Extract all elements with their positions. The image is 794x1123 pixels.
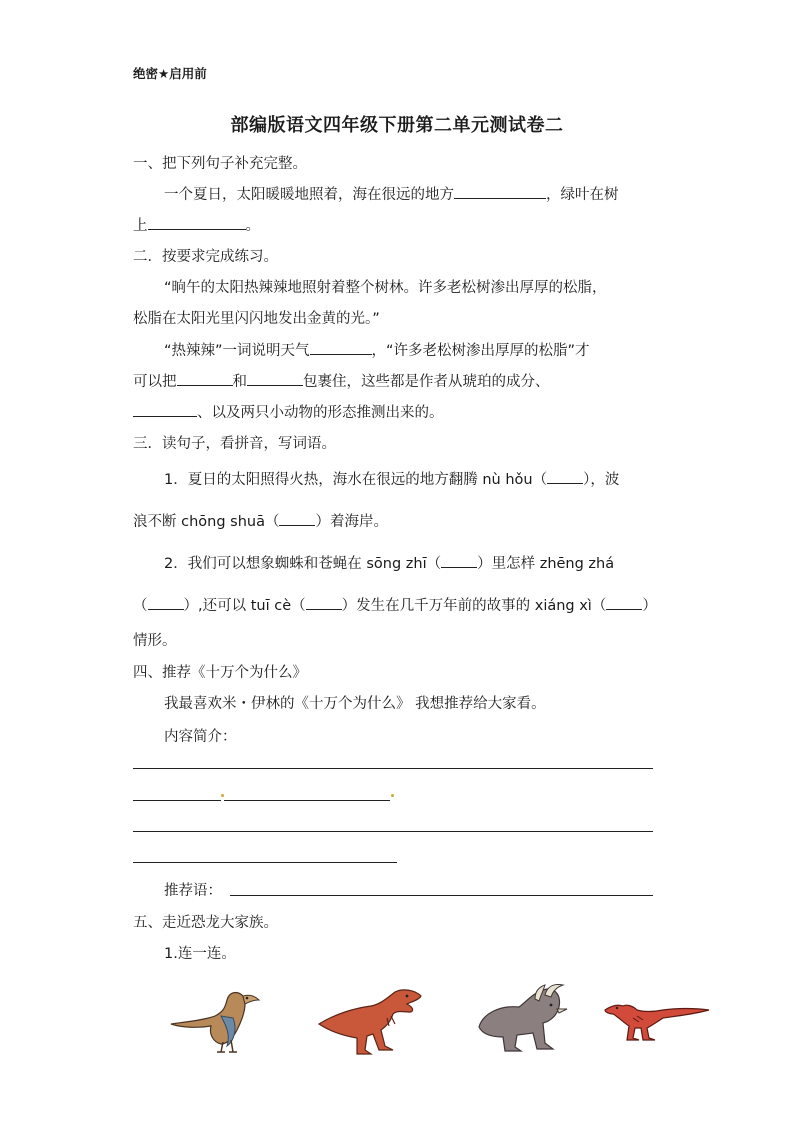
section2-question-line1 [164, 339, 590, 360]
text: 。 [245, 218, 260, 234]
section5-sub: 1.连一连。 [164, 946, 236, 962]
answer-blank[interactable] [133, 401, 197, 417]
recommend-label: 推荐语： [164, 883, 222, 899]
section2-question-line2 [133, 370, 550, 391]
text: ） [642, 598, 657, 614]
velociraptor-icon[interactable] [603, 994, 711, 1042]
section2-quote-line1: “晌午的太阳热辣辣地照射着整个树林。许多老松树渗出厚厚的松脂， [164, 280, 607, 296]
page-title: 部编版语文四年级下册第二单元测试卷二 [230, 115, 564, 136]
text: 、以及两只小动物的形态推测出来的。 [197, 405, 444, 421]
text: 和 [232, 374, 247, 390]
writing-line[interactable] [224, 800, 390, 801]
tyrannosaurus-icon[interactable] [315, 984, 427, 1056]
text: “热辣辣”一词说明天气 [164, 343, 310, 359]
mark-dot [391, 794, 394, 797]
answer-blank[interactable] [306, 594, 342, 610]
section3-item2-line2 [133, 594, 657, 615]
mark-dot [221, 794, 224, 797]
section2-heading: 二．按要求完成练习。 [133, 249, 278, 265]
writing-line[interactable] [133, 800, 221, 801]
section2-quote-line2: 松脂在太阳光里闪闪地发出金黄的光。” [133, 311, 380, 327]
writing-line[interactable] [133, 862, 397, 863]
section4-heading: 四、推荐《十万个为什么》 [133, 665, 307, 681]
section3-item2-line3: 情形。 [133, 633, 177, 649]
answer-blank[interactable] [441, 552, 477, 568]
triceratops-icon[interactable] [473, 983, 569, 1055]
intro-label: 内容简介： [164, 729, 237, 745]
answer-blank[interactable] [279, 510, 315, 526]
answer-blank[interactable] [148, 594, 184, 610]
confidential-label: 绝密★启用前 [133, 66, 207, 81]
section3-item1-line1 [164, 468, 619, 489]
writing-line[interactable] [133, 831, 653, 832]
text: ）发生在几千万年前的故事的 xiáng xì（ [341, 598, 607, 614]
text: 2．我们可以想象蜘蛛和苍蝇在 sōng zhī（ [164, 556, 442, 572]
text: 包裹住，这些都是作者从琥珀的成分、 [303, 374, 550, 390]
answer-blank[interactable] [177, 370, 233, 386]
text: 1．夏日的太阳照得火热，海水在很远的地方翻腾 nù hǒu（ [164, 472, 548, 488]
archaeopteryx-icon[interactable] [165, 982, 265, 1054]
section1-line2 [133, 214, 260, 235]
section3-heading: 三．读句子，看拼音，写词语。 [133, 436, 336, 452]
section2-question-line3 [133, 401, 444, 422]
section1-line1 [164, 183, 619, 204]
answer-blank[interactable] [606, 594, 642, 610]
text: ），波 [583, 472, 620, 488]
answer-blank[interactable] [148, 214, 246, 230]
text: 一个夏日，太阳暖暖地照着，海在很远的地方 [164, 187, 454, 203]
section3-item2-line1 [164, 552, 614, 573]
answer-blank[interactable] [247, 370, 303, 386]
text: ）里怎样 zhēng zhá [477, 556, 615, 572]
answer-blank[interactable] [454, 183, 546, 199]
writing-line[interactable] [133, 768, 653, 769]
section4-line1: 我最喜欢米・伊林的《十万个为什么》 我想推荐给大家看。 [164, 696, 546, 712]
text: ）着海岸。 [315, 514, 388, 530]
text: 可以把 [133, 374, 177, 390]
text: 浪不断 chōng shuā（ [133, 514, 280, 530]
answer-blank[interactable] [547, 468, 583, 484]
section1-heading: 一、把下列句子补充完整。 [133, 156, 307, 172]
text: ，“许多老松树渗出厚厚的松脂”才 [371, 343, 590, 359]
section5-heading: 五、走近恐龙大家族。 [133, 915, 278, 931]
text: ）,还可以 tuī cè（ [183, 598, 306, 614]
text: 上 [133, 218, 148, 234]
answer-blank[interactable] [310, 339, 372, 355]
writing-line[interactable] [230, 895, 653, 896]
text: ，绿叶在树 [546, 187, 619, 203]
text: （ [133, 598, 148, 614]
section3-item1-line2 [133, 510, 388, 531]
